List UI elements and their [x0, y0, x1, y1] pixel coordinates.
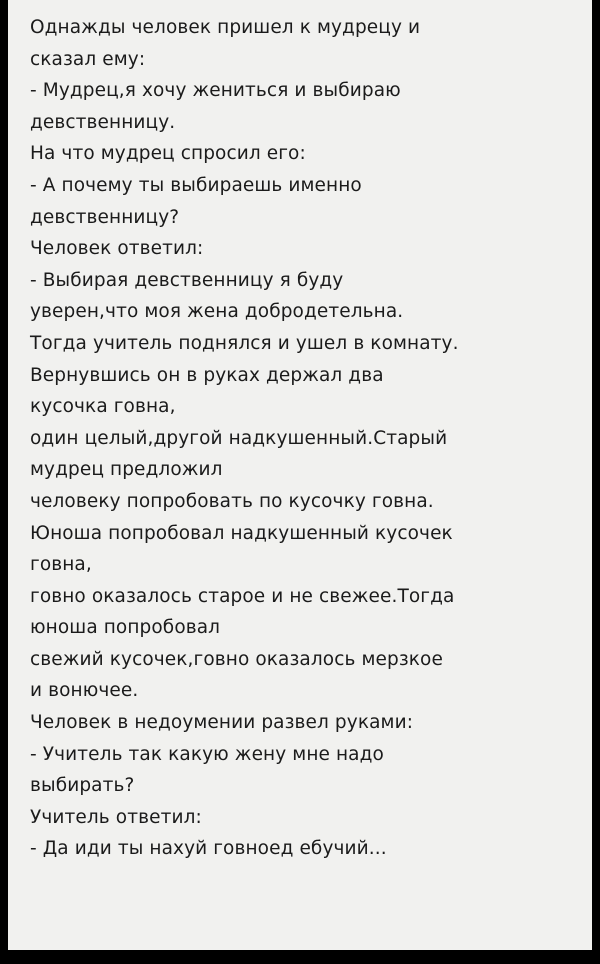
text-line: - Мудрец,я хочу жениться и выбираю: [30, 80, 401, 102]
text-line: девственницу?: [30, 206, 180, 228]
text-line: уверен,что моя жена добродетельна.: [30, 301, 404, 323]
text-line: Человек ответил:: [30, 238, 204, 260]
text-line: мудрец предложил: [30, 459, 223, 481]
bottom-border: [0, 950, 600, 964]
text-line: юноша попробовал: [30, 617, 221, 639]
text-line: девственницу.: [30, 111, 176, 133]
text-line: На что мудрец спросил его:: [30, 143, 306, 165]
text-line: - А почему ты выбираешь именно: [30, 174, 362, 196]
text-line: Юноша попробовал надкушенный кусочек: [30, 522, 453, 544]
text-line: выбирать?: [30, 775, 135, 797]
right-border: [592, 0, 600, 964]
text-line: Тогда учитель поднялся и ушел в комнату.: [30, 332, 459, 354]
text-line: кусочка говна,: [30, 396, 176, 418]
text-line: Вернувшись он в руках держал два: [30, 364, 384, 386]
text-line: Человек в недоумении развел руками:: [30, 712, 414, 734]
text-line: человеку попробовать по кусочку говна.: [30, 490, 434, 512]
text-line: и вонючее.: [30, 680, 139, 702]
text-line: свежий кусочек,говно оказалось мерзкое: [30, 648, 443, 670]
text-line: - Выбирая девственницу я буду: [30, 269, 344, 291]
text-line: Учитель ответил:: [30, 806, 202, 828]
text-line: сказал ему:: [30, 48, 146, 70]
text-line: говна,: [30, 554, 92, 576]
text-line: - Да иди ты нахуй говноед ебучий...: [30, 838, 387, 860]
text-sheet: [8, 0, 592, 950]
text-line: Однажды человек пришел к мудрецу и: [30, 17, 421, 38]
text-line: говно оказалось старое и не свежее.Тогда: [30, 585, 455, 607]
text-line: один целый,другой надкушенный.Старый: [30, 427, 448, 449]
left-border: [0, 0, 8, 964]
text-line: - Учитель так какую жену мне надо: [30, 743, 384, 765]
